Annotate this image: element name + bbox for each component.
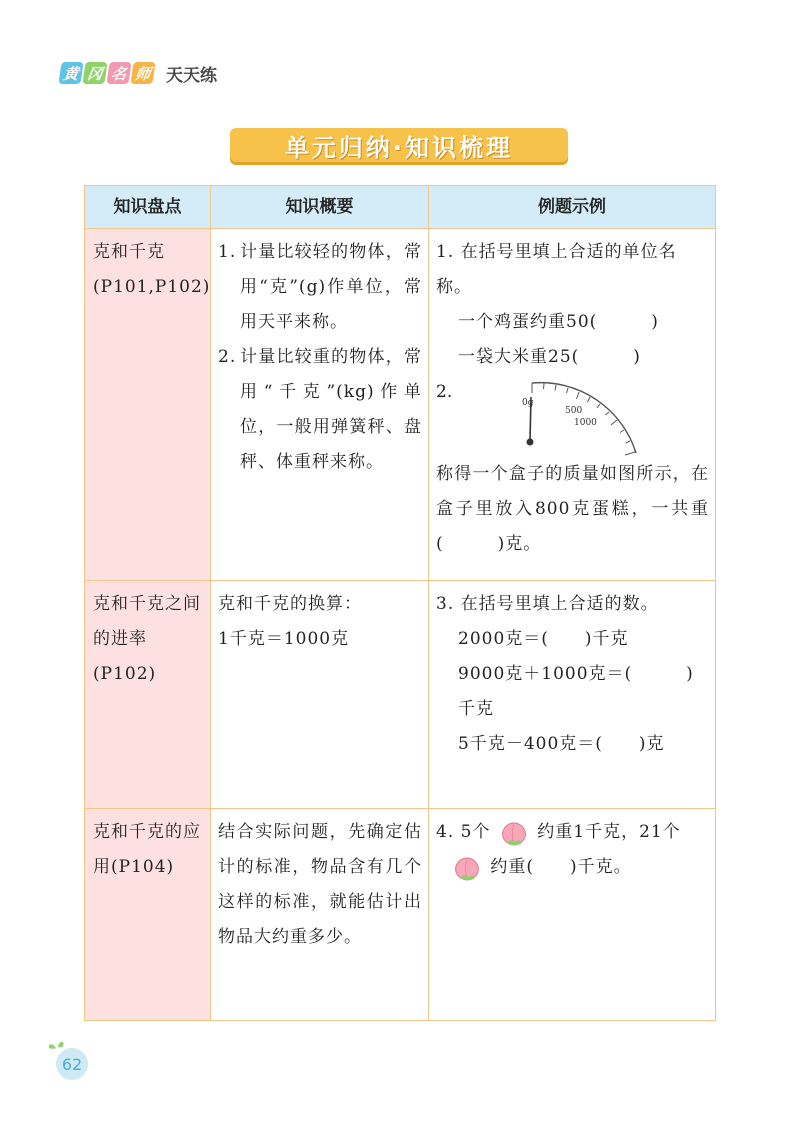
question-4-part-b: 约重1千克，21个	[537, 822, 681, 842]
item-number: 2.	[218, 347, 237, 367]
question-line: 一个鸡蛋约重50( )	[458, 312, 659, 332]
scale-label-500: 500	[565, 406, 583, 416]
question-4	[436, 815, 709, 850]
question-2-number: 2.	[436, 382, 453, 402]
example-cell	[429, 581, 716, 809]
brand-char-4: 师	[130, 62, 155, 84]
question-line: 5千克－400克＝( )克	[458, 734, 665, 754]
knowledge-table	[84, 185, 716, 1021]
summary-item	[218, 340, 422, 480]
summary-cell	[211, 581, 429, 809]
question-3: 3. 在括号里填上合适的数。	[436, 594, 659, 614]
question-line: 一袋大米重25( )	[458, 347, 641, 367]
page-number-badge	[46, 1038, 92, 1084]
brand-char-3: 名	[106, 62, 131, 84]
summary-cell	[211, 229, 429, 581]
table-row	[85, 229, 716, 581]
header-example: 例题示例	[429, 186, 716, 229]
scale-dial-icon	[510, 379, 640, 459]
question-4-line-2	[436, 850, 709, 885]
brand-char-1: 黄	[58, 62, 83, 84]
section-title: 单元归纳·知识梳理	[230, 128, 568, 162]
header-topic: 知识盘点	[85, 186, 211, 229]
summary-cell	[211, 809, 429, 1021]
page-number: 62	[61, 1055, 83, 1074]
scale-label-0: 0g	[522, 398, 534, 408]
table-header-row	[85, 186, 716, 229]
question-4-part-c: 约重( )千克。	[490, 857, 632, 877]
question-line: 2000克＝( )千克	[458, 629, 629, 649]
table-row	[85, 809, 716, 1021]
table-row	[85, 581, 716, 809]
summary-text: 结合实际问题，先确定估计的标准，物品含有几个这样的标准，就能估计出物品大约重多少。	[218, 822, 422, 947]
question-1: 1. 在括号里填上合适的单位名称。	[436, 242, 677, 297]
item-text: 计量比较重的物体，常用“千克”(kg)作单位，一般用弹簧秤、盘秤、体重秤来称。	[240, 347, 422, 472]
brand-char-2: 冈	[82, 62, 107, 84]
item-text: 计量比较轻的物体，常用“克”(g)作单位，常用天平来称。	[240, 242, 422, 332]
brand-header	[60, 62, 217, 84]
question-line: 9000克＋1000克＝( )千克	[458, 664, 694, 719]
summary-line: 1千克＝1000克	[218, 629, 350, 649]
question-2-text: 称得一个盒子的质量如图所示，在盒子里放入800克蛋糕，一共重( )克。	[436, 464, 709, 554]
item-number: 1.	[218, 242, 237, 262]
question-4-part-a: 4. 5个	[436, 822, 491, 842]
question-2-figure	[436, 375, 709, 457]
summary-line: 克和千克的换算：	[218, 594, 362, 614]
peach-icon	[499, 819, 529, 847]
example-cell	[429, 809, 716, 1021]
header-summary: 知识概要	[211, 186, 429, 229]
topic-cell: 克和千克之间的进率(P102)	[85, 581, 211, 809]
brand-subtitle: 天天练	[166, 65, 217, 86]
scale-label-1000: 1000	[574, 418, 597, 428]
peach-icon	[452, 854, 482, 882]
topic-cell: 克和千克(P101,P102)	[85, 229, 211, 581]
example-cell	[429, 229, 716, 581]
summary-item	[218, 235, 422, 340]
topic-cell: 克和千克的应用(P104)	[85, 809, 211, 1021]
